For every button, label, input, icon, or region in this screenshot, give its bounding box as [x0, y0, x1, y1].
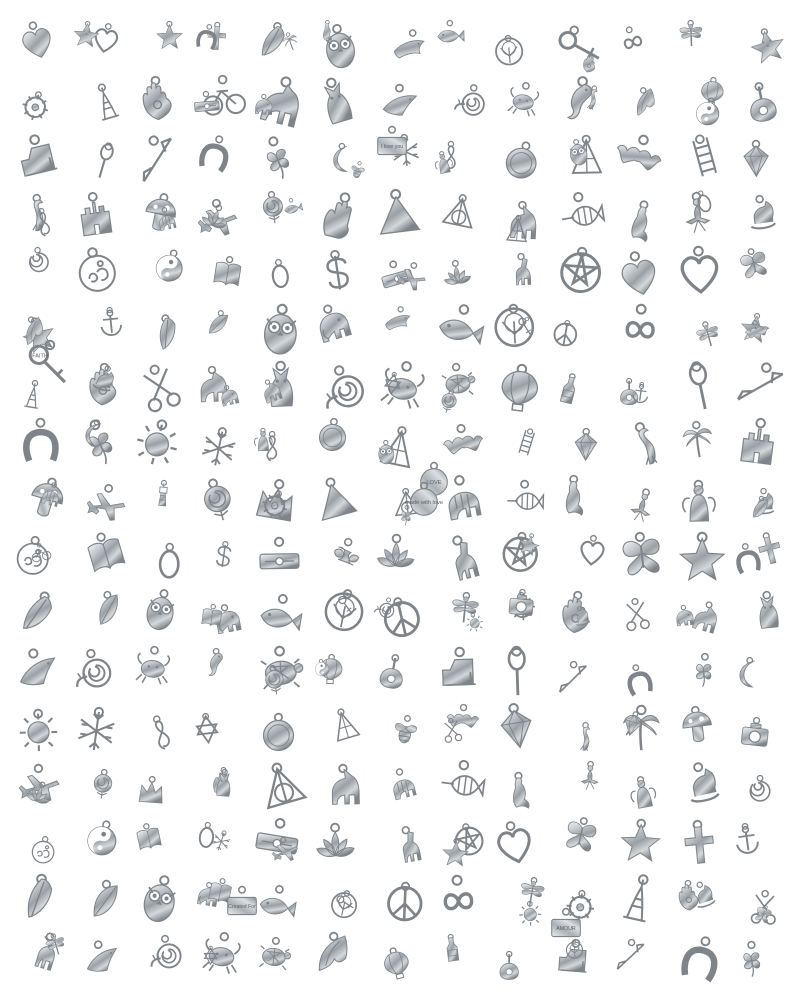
- svg-text:AMOUR: AMOUR: [556, 925, 576, 932]
- charm-acorn: [553, 245, 608, 300]
- charm-crown: [144, 310, 194, 360]
- charm-scissors: [81, 481, 131, 531]
- charm-text-faith: [24, 340, 76, 392]
- charm-small: [256, 662, 294, 700]
- charm-feather: [12, 16, 65, 69]
- charm-wine-bottle: [548, 369, 589, 410]
- charm-small: [437, 716, 468, 747]
- charm-eiffel-tower: [190, 131, 239, 180]
- charm-small: [310, 658, 333, 681]
- charm-small: [373, 439, 400, 466]
- charm-guitar: [15, 874, 68, 927]
- charm-heart: [627, 84, 666, 123]
- charm-palm-tree: [385, 712, 425, 752]
- charm-sun: [254, 536, 306, 588]
- charm-text-amour: [546, 908, 586, 948]
- charm-soccer-ball: [129, 644, 177, 692]
- charm-small: [670, 603, 699, 632]
- charm-acorn: [8, 585, 70, 647]
- charm-pentagram: [67, 189, 122, 244]
- charm-fleur-de-lis: [736, 79, 788, 131]
- charm-wine-bottle: [730, 655, 768, 693]
- charm-yin-yang: [146, 245, 194, 293]
- charm-spider: [503, 253, 541, 291]
- charm-elephant: [154, 21, 186, 53]
- charm-heart: [256, 713, 301, 758]
- charm-tree-of-life: [308, 186, 373, 251]
- charm-mitten: [94, 305, 129, 340]
- charm-snowflake: [323, 536, 370, 583]
- charm-snail: [84, 767, 121, 804]
- charm-teepee: [127, 130, 190, 193]
- charm-rabbit: [490, 645, 546, 701]
- charm-castle: [81, 78, 132, 129]
- charm-small: [249, 94, 277, 122]
- charm-small: [190, 89, 224, 123]
- charm-menorah: [490, 361, 549, 420]
- charm-dog: [249, 755, 316, 822]
- charm-diamond: [370, 650, 415, 695]
- charm-small: [190, 22, 223, 55]
- svg-text:Created For: Created For: [228, 903, 256, 910]
- charm-small: [214, 383, 245, 414]
- charm-dog: [604, 128, 670, 194]
- charm-rocking-horse: [549, 473, 597, 521]
- charm-small: [461, 610, 487, 636]
- charm-sun: [738, 192, 786, 240]
- charm-heart: [16, 418, 66, 468]
- charm-mushroom: [689, 318, 728, 357]
- charm-text-made-with-love: [404, 479, 444, 522]
- charm-crab: [730, 356, 794, 420]
- charm-small: [280, 196, 306, 222]
- charm-snowflake: [21, 245, 57, 281]
- charm-elephant: [378, 303, 416, 341]
- charm-cross: [735, 715, 775, 755]
- charm-small: [628, 380, 654, 406]
- charm-dragonfly: [548, 318, 583, 353]
- charm-hot-air-balloon: [374, 943, 418, 987]
- charm-bicycle: [729, 415, 787, 473]
- charm-star-of-david: [144, 934, 187, 977]
- charm-snail: [614, 417, 673, 476]
- charm-ladder: [305, 298, 362, 355]
- charm-small: [196, 602, 227, 633]
- charm-seahorse: [188, 472, 248, 532]
- charm-bee: [622, 773, 664, 815]
- charm-sun: [557, 814, 603, 860]
- charm-snowflake: [616, 818, 665, 867]
- charm-yin-yang: [728, 821, 766, 859]
- charm-small: [345, 159, 370, 184]
- charm-small: [250, 427, 277, 454]
- charm-flamingo: [368, 186, 428, 246]
- charm-feather: [201, 307, 237, 343]
- charm-hamsa-hand: [386, 25, 432, 71]
- charm-bird: [746, 24, 789, 67]
- charm-om-symbol: [673, 818, 726, 871]
- charm-guitar: [207, 253, 249, 295]
- charm-scissors: [676, 129, 735, 188]
- charm-hot-air-balloon: [433, 20, 466, 53]
- charm-ship-wheel: [498, 772, 539, 813]
- charm-yin-yang: [432, 530, 494, 592]
- charm-deathly-hallows: [147, 479, 179, 511]
- charm-seahorse: [432, 757, 491, 816]
- charm-peace-sign: [613, 939, 650, 976]
- charm-swan: [552, 188, 610, 246]
- charm-hot-air-balloon: [745, 589, 792, 636]
- charm-mermaid: [68, 704, 125, 761]
- charm-small: [432, 386, 465, 419]
- charm-owl: [669, 356, 732, 419]
- charm-anchor: [323, 704, 368, 749]
- charm-small: [26, 206, 61, 241]
- charm-horse: [567, 427, 606, 466]
- charm-unicorn: [675, 532, 730, 587]
- charm-treble-clef: [501, 480, 546, 525]
- charm-small: [429, 149, 459, 179]
- charm-small: [561, 136, 595, 170]
- charm-small: [72, 20, 102, 50]
- charm-four-leaf-clover: [8, 643, 70, 705]
- charm-dollar-sign: [734, 245, 775, 286]
- charm-small: [28, 541, 54, 567]
- charm-small: [513, 315, 537, 339]
- charm-turtle: [147, 542, 191, 586]
- charm-bee: [305, 471, 366, 532]
- charm-small: [501, 214, 534, 247]
- charm-small: [439, 837, 472, 870]
- charm-pineapple: [609, 246, 670, 307]
- charm-bear: [554, 661, 593, 700]
- charm-owl: [138, 711, 185, 758]
- charm-angel: [612, 22, 655, 65]
- charm-hamsa-hand: [310, 931, 358, 979]
- charm-mitten: [607, 869, 670, 932]
- charm-bull-skull: [67, 646, 119, 698]
- svg-text:FAITH: FAITH: [32, 353, 48, 360]
- charm-treble-clef: [76, 815, 127, 866]
- charm-four-leaf-clover: [490, 33, 527, 70]
- charm-lighthouse: [614, 530, 670, 586]
- charm-star: [435, 191, 483, 239]
- charm-airplane: [574, 533, 611, 570]
- charm-small: [207, 768, 241, 802]
- charm-leaf: [618, 661, 660, 703]
- charm-text-i-love-you: [372, 126, 412, 166]
- charm-scissors: [319, 764, 367, 812]
- charm-rocking-horse: [130, 820, 168, 858]
- charm-horseshoe: [25, 834, 62, 871]
- charm-peace-sign: [674, 19, 708, 53]
- charm-small: [391, 259, 431, 299]
- charm-camera: [81, 879, 128, 926]
- charm-cactus: [429, 873, 488, 932]
- charm-cat: [192, 422, 246, 476]
- svg-text:I love you: I love you: [380, 143, 404, 150]
- charm-dolphin: [487, 699, 547, 759]
- charm-small: [199, 945, 220, 966]
- charm-cat: [7, 128, 72, 193]
- charm-small: [314, 19, 339, 44]
- charm-menorah: [682, 652, 724, 694]
- charm-moon: [310, 823, 360, 873]
- charm-sewing-machine: [675, 419, 722, 466]
- charm-small: [504, 587, 539, 622]
- charm-small: [378, 370, 407, 399]
- charm-diamond: [131, 74, 183, 126]
- charm-bird: [671, 931, 731, 991]
- charm-cactus: [134, 585, 187, 638]
- charm-teepee: [564, 719, 602, 757]
- charm-small: [687, 93, 728, 134]
- charm-razor-blade: [617, 595, 657, 635]
- charm-angel-wing: [251, 302, 310, 361]
- charm-mermaid: [501, 79, 546, 124]
- charm-giraffe: [77, 526, 135, 584]
- charm-small: [728, 540, 767, 579]
- charm-starfish: [449, 80, 493, 124]
- charm-airplane: [129, 870, 191, 932]
- charm-skeleton: [14, 87, 55, 128]
- charm-book: [248, 131, 309, 192]
- charm-whale-tail: [486, 816, 544, 874]
- charm-starfish: [14, 708, 64, 758]
- charm-flamingo: [675, 479, 724, 528]
- charm-swan: [385, 823, 433, 871]
- charm-small: [268, 835, 302, 869]
- charm-angel: [128, 358, 191, 421]
- charm-deathly-hallows: [735, 140, 778, 183]
- charm-four-leaf-clover: [436, 932, 470, 966]
- charm-small: [742, 318, 774, 350]
- charm-fish-skeleton: [507, 424, 546, 463]
- charm-fleur-de-lis: [125, 413, 190, 478]
- charm-arrow: [743, 775, 777, 809]
- charm-eiffel-tower: [312, 416, 354, 458]
- charm-diamond: [313, 359, 375, 421]
- charm-razor-blade: [612, 302, 669, 359]
- charm-crab: [188, 711, 226, 749]
- charm-angel: [197, 647, 234, 684]
- charm-key: [433, 646, 487, 700]
- charm-small: [150, 204, 182, 236]
- svg-text:LOVE: LOVE: [426, 479, 442, 486]
- charm-deathly-hallows: [381, 764, 426, 809]
- charm-text-created-for: [222, 886, 262, 926]
- charm-sewing-machine: [133, 774, 170, 811]
- charm-pentagram: [572, 760, 607, 795]
- charm-menorah: [305, 71, 370, 136]
- charm-small: [334, 593, 358, 617]
- charm-whale-tail: [206, 538, 241, 573]
- charm-tree-of-life: [617, 484, 666, 533]
- charm-om-symbol: [371, 533, 420, 582]
- charm-sewing-machine: [494, 136, 549, 191]
- charm-cactus: [672, 245, 729, 302]
- svg-text:made with love: made with love: [404, 499, 444, 506]
- charm-bat: [438, 258, 477, 297]
- charm-om-symbol: [66, 242, 129, 305]
- charm-ballerina: [252, 590, 309, 647]
- charm-infinity-heart: [77, 935, 130, 988]
- charm-skeleton: [731, 941, 773, 983]
- charm-pineapple: [87, 590, 131, 634]
- charm-camera: [260, 256, 299, 295]
- charm-small: [516, 900, 546, 930]
- charm-bull-skull: [493, 951, 525, 983]
- charm-butterfly: [428, 299, 491, 362]
- charm-dolphin: [80, 137, 130, 187]
- charm-airplane: [311, 247, 365, 301]
- charm-mushroom: [251, 934, 295, 978]
- charm-peace: [673, 704, 721, 752]
- charm-wine-bottle: [377, 83, 422, 128]
- charm-giraffe: [612, 195, 667, 250]
- charm-pineapple: [381, 881, 428, 928]
- charm-zebra: [674, 757, 733, 816]
- charm-small: [746, 494, 775, 523]
